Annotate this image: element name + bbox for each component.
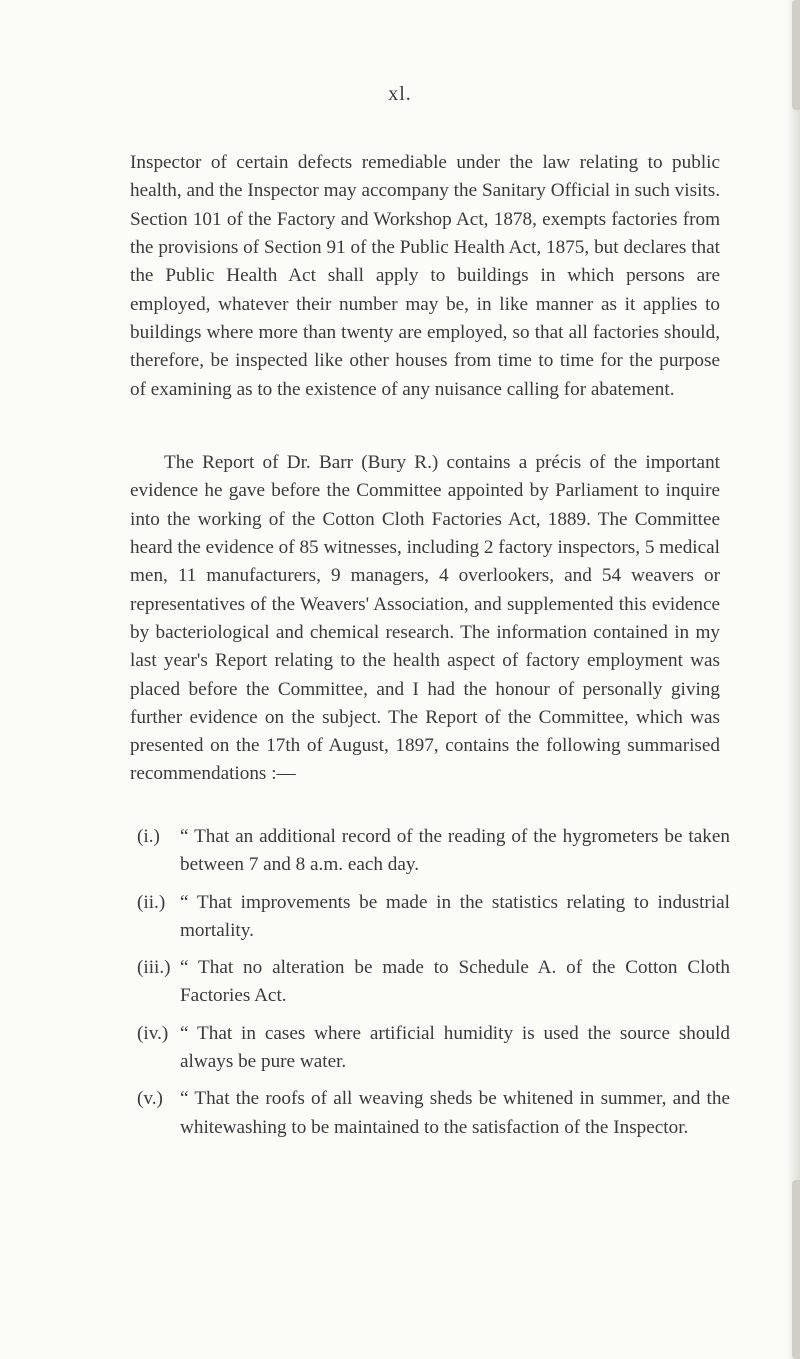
- list-item-text: “ That in cases where artificial humidity is used the source should always be pure water.: [180, 1022, 730, 1073]
- list-item-number: (ii.): [137, 891, 166, 913]
- list-item: [130, 1085, 730, 1142]
- list-item-text: “ That no alteration be made to Schedule A. of the Cotton Cloth Factories Act.: [180, 957, 730, 1007]
- list-item: [130, 954, 730, 1011]
- list-item: [130, 1020, 730, 1077]
- list-item: [130, 823, 730, 880]
- paragraph-2: The Report of Dr. Barr (Bury R.) contains a précis of the important evidence he gave before the Committee appointed by Parliament to inquire into the working of the Cotton Cloth Factories Act, 1889. The Committee heard the evidence of 85 witnesses, including 2 factory inspectors, 5 medical men, 11 manufacturers, 9 managers, 4 overlookers, and 54 weavers or representatives of the Weavers' Association, and supplemented this evidence by bacteriological and chemical research. The information contained in my last year's Report relating to the health aspect of factory employment was placed before the Committee, and I had the honour of personally giving further evidence on the subject. The Report of the Committee, which was presented on the 17th of August, 1897, contains the following summarised recommendations :—: [130, 452, 720, 785]
- list-item-text: “ That the roofs of all weaving sheds be whitened in summer, and the whitewashing to be maintained to the satisfaction of the Inspector.: [180, 1088, 730, 1138]
- recommendations-list: [130, 823, 730, 1151]
- list-item-text: “ That an additional record of the reading of the hygrometers be taken between 7 and 8 a.m. each day.: [180, 826, 730, 876]
- paragraph-1: Inspector of certain defects remediable under the law relating to public health, and the Inspector may accompany the Sanitary Official in such visits. Section 101 of the Factory and Workshop Act, 1878, exempts factories from the provisions of Section 91 of the Public Health Act, 1875, but declares that the Public Health Act shall apply to buildings in which persons are employed, whatever their number may be, in like manner as it applies to buildings where more than twenty are employed, so that all factories should, therefore, be inspected like other houses from time to time for the purpose of examining as to the existence of any nuisance calling for abatement.: [130, 152, 720, 400]
- list-item-text: “ That improvements be made in the statistics relating to industrial mortality.: [180, 891, 730, 941]
- list-item-number: (i.): [137, 826, 160, 847]
- list-item: [130, 889, 730, 946]
- page-edge-shadow: [786, 0, 800, 1359]
- page-edge-mark: [792, 0, 800, 110]
- page-number: xl.: [388, 83, 412, 105]
- list-item-number: (iii.): [137, 957, 171, 979]
- list-item-number: (iv.): [137, 1022, 169, 1044]
- page-edge-mark: [792, 1180, 800, 1359]
- list-item-number: (v.): [137, 1088, 163, 1110]
